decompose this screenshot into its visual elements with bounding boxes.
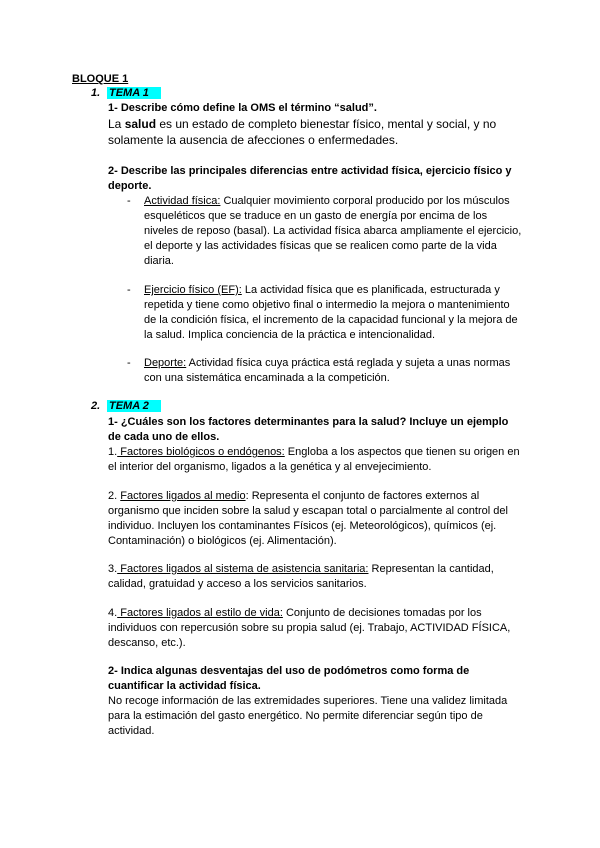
question-podometros-line2: cuantificar la actividad física.	[108, 680, 261, 692]
factor-biologicos-line2: el interior del organismo, ligados a la genética y al envejecimiento.	[108, 461, 432, 473]
definition-actividad-line5: diaria.	[144, 255, 174, 267]
factor-asistencia-line1: 3. Factores ligados al sistema de asistencia sanitaria: Representan la cantidad,	[108, 563, 494, 575]
section-number-1: 1.	[91, 87, 101, 99]
definition-actividad-line4: el deporte y las actividades físicas que se realicen como parte de la vida	[144, 240, 497, 252]
answer-oms-line1: La salud es un estado de completo bienestar físico, mental y social, y no	[108, 117, 497, 131]
definition-actividad-line1: Actividad física: Cualquier movimiento corporal producido por los músculos	[144, 195, 510, 207]
factor-medio-line1: 2. Factores ligados al medio: Representa el conjunto de factores externos al	[108, 490, 480, 502]
factor-asistencia-line2: calidad, gratuidad y acceso a los servicios sanitarios.	[108, 578, 367, 590]
factor-estilo-line2: individuos con repercusión sobre su propia salud (ej. Trabajo, ACTIVIDAD FÍSICA,	[108, 622, 511, 634]
highlighted-tema2: TEMA 2	[107, 400, 161, 412]
bullet-dash: -	[127, 357, 131, 369]
section-title-2	[107, 399, 161, 414]
answer-podometros-line1: No recoge información de las extremidades superiores. Tiene una validez limitada	[108, 695, 508, 707]
question-differences-line1: 2- Describe las principales diferencias entre actividad física, ejercicio físico y	[108, 165, 512, 177]
definition-ejercicio-line3: de la condición física, el incremento de la capacidad funcional y la mejora de	[144, 314, 518, 326]
factor-medio-line4: Contaminación) o biológicos (ej. Alimentación).	[108, 535, 337, 547]
question-factors-line1: 1- ¿Cuáles son los factores determinantes para la salud? Incluye un ejemplo	[108, 416, 509, 428]
factor-medio-line3: individuo. Incluyen los contaminantes Físicos (ej. Meteorológicos), químicos (ej.	[108, 520, 497, 532]
definition-ejercicio-line1: Ejercicio físico (EF): La actividad física que es planificada, estructurada y	[144, 284, 500, 296]
definition-actividad-line3: niveles de reposo (basal). La actividad física abarca ampliamente el ejercicio,	[144, 225, 522, 237]
definition-ejercicio-line2: repetida y tiene como objetivo final o intermedio la mejora o mantenimiento	[144, 299, 510, 311]
factor-biologicos-line1: 1. Factores biológicos o endógenos: Engloba a los aspectos que tienen su origen en	[108, 446, 520, 458]
highlighted-tema1: TEMA 1	[107, 87, 161, 99]
factor-estilo-line3: descanso, etc.).	[108, 637, 186, 649]
answer-podometros-line3: actividad.	[108, 725, 155, 737]
definition-actividad-line2: esqueléticos que se traduce en un gasto de energía por encima de los	[144, 210, 488, 222]
question-factors-line2: de cada uno de ellos.	[108, 431, 220, 443]
definition-deporte-line1: Deporte: Actividad física cuya práctica está reglada y sujeta a unas normas	[144, 357, 511, 369]
definition-ejercicio-line4: la salud. Implica conciencia de la práctica e intencionalidad.	[144, 329, 436, 341]
question-oms: 1- Describe cómo define la OMS el término “salud”.	[108, 102, 377, 114]
answer-podometros-line2: para la estimación del gasto energético. No permite diferenciar según tipo de	[108, 710, 483, 722]
block-heading: BLOQUE 1	[72, 73, 129, 85]
question-podometros-line1: 2- Indica algunas desventajas del uso de podómetros como forma de	[108, 665, 470, 677]
question-differences-line2: deporte.	[108, 180, 152, 192]
bullet-dash: -	[127, 284, 131, 296]
factor-medio-line2: organismo que inciden sobre la salud y escapan total o parcialmente al control del	[108, 505, 508, 517]
answer-oms-line2: solamente la ausencia de afecciones o enfermedades.	[108, 133, 399, 147]
bullet-dash: -	[127, 195, 131, 207]
definition-deporte-line2: con una sistemática encaminada a la competición.	[144, 372, 390, 384]
factor-estilo-line1: 4. Factores ligados al estilo de vida: Conjunto de decisiones tomadas por los	[108, 607, 482, 619]
section-number-2: 2.	[91, 400, 101, 412]
section-title-1	[107, 86, 161, 101]
